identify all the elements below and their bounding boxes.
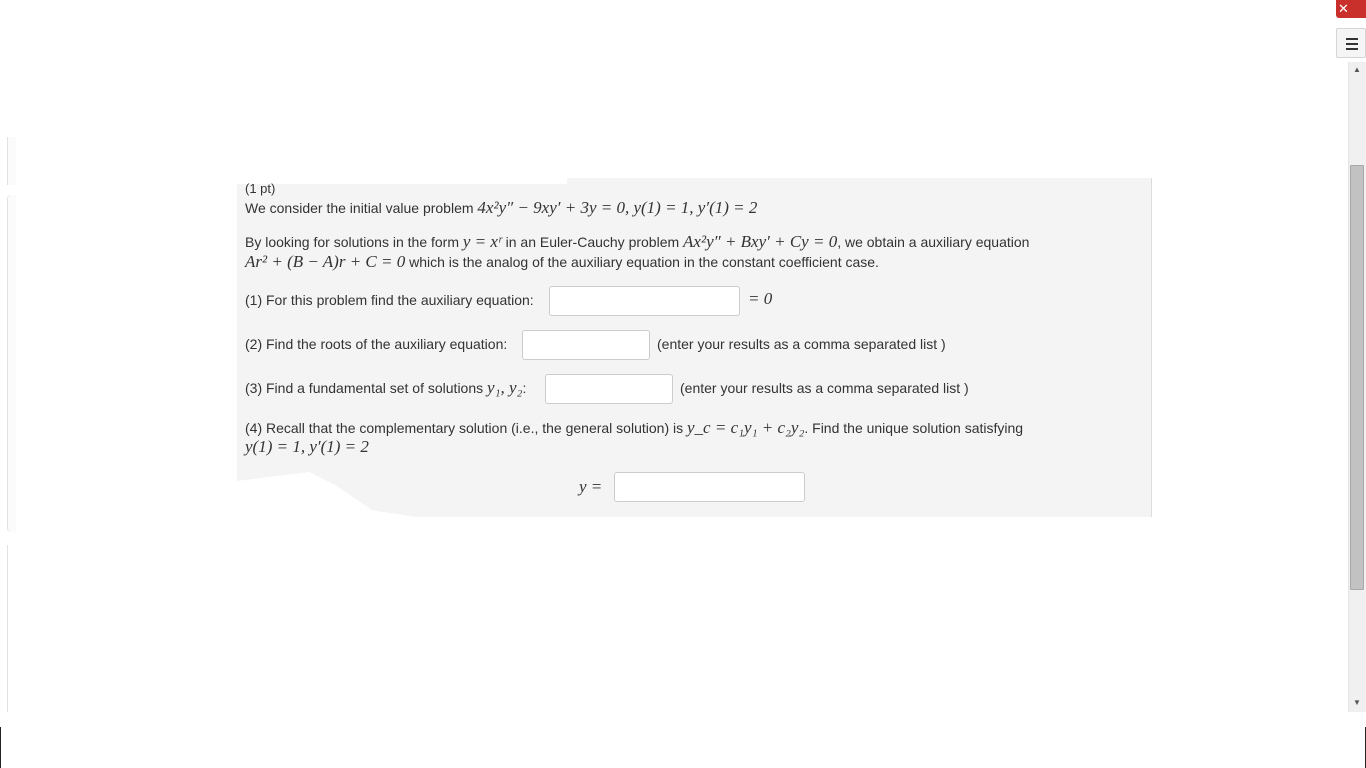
left-frame-edge — [7, 195, 16, 532]
bottom-frame — [0, 712, 1366, 768]
method-text-3: , we obtain a auxiliary equation — [837, 234, 1030, 250]
menu-button[interactable] — [1336, 28, 1366, 58]
card-top-mask — [237, 178, 567, 184]
part4-line-1 — [245, 419, 1023, 437]
intro-text: We consider the initial value problem — [245, 200, 474, 216]
points-label: (1 pt) — [245, 181, 276, 196]
part3-label — [245, 379, 526, 397]
trial-form: y = xʳ — [462, 232, 502, 251]
auxiliary-form: Ar² + (B − A)r + C = 0 — [245, 252, 406, 271]
method-text-1: By looking for solutions in the form — [245, 234, 459, 250]
final-answer-label: y = — [579, 477, 603, 496]
part1-label: (1) For this problem find the auxiliary equation: — [245, 292, 534, 308]
part2-hint: (enter your results as a comma separated list ) — [657, 336, 946, 352]
unique-solution-input[interactable] — [614, 472, 805, 502]
method-line-1 — [245, 233, 1029, 251]
part4-text-2: . Find the unique solution satisfying — [804, 420, 1024, 436]
part1-suffix: = 0 — [748, 289, 773, 308]
method-line-2 — [245, 253, 879, 271]
left-frame-edge — [7, 137, 16, 185]
part3-colon: : — [522, 380, 527, 396]
part4-text-1: (4) Recall that the complementary solution (i.e., the general solution) is — [245, 420, 684, 436]
scroll-down-icon[interactable]: ▼ — [1353, 698, 1361, 707]
part3-text: (3) Find a fundamental set of solutions — [245, 380, 484, 396]
close-button[interactable] — [1336, 0, 1366, 18]
scroll-up-icon[interactable]: ▲ — [1353, 65, 1361, 74]
fundamental-set-input[interactable] — [545, 374, 673, 404]
part4-math: y_c = c₁y₁ + c₂y₂ — [687, 418, 805, 437]
method-text-4: which is the analog of the auxiliary equation in the constant coefficient case. — [409, 254, 879, 270]
part3-math: y₁, y₂ — [487, 378, 523, 397]
part2-label: (2) Find the roots of the auxiliary equation: — [245, 336, 508, 352]
method-text-2: in an Euler-Cauchy problem — [505, 234, 680, 250]
left-frame-edge — [7, 545, 16, 712]
roots-input[interactable] — [522, 330, 650, 360]
auxiliary-equation-input[interactable] — [549, 286, 740, 316]
problem-intro — [245, 199, 757, 217]
part3-hint: (enter your results as a comma separated list ) — [680, 380, 969, 396]
ivp-equation: 4x²y″ − 9xy′ + 3y = 0, y(1) = 1, y′(1) = 2 — [477, 198, 758, 217]
euler-cauchy-form: Ax²y″ + Bxy′ + Cy = 0 — [683, 232, 838, 251]
part4-conditions: y(1) = 1, y′(1) = 2 — [245, 437, 369, 456]
close-icon: ✕ — [1338, 1, 1349, 16]
scrollbar-thumb[interactable] — [1350, 165, 1364, 590]
